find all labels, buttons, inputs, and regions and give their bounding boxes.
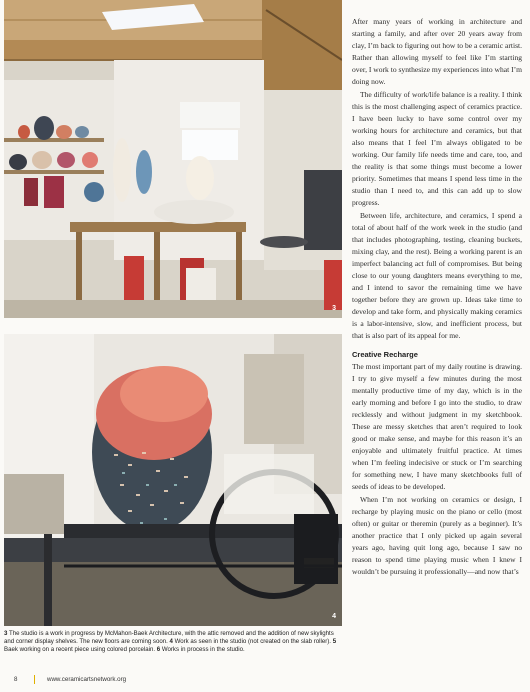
caption-text: The studio is a work in progress by McMahon-Baek Architecture, with the attic removed and the addition of new skylights and corner display shelves. The new floors are coming soon. (4, 630, 334, 646)
caption-number: 6 (156, 646, 161, 654)
page-footer (14, 675, 126, 684)
section-heading: Creative Recharge (352, 349, 418, 359)
caption-number: 5 (332, 638, 337, 646)
footer-url[interactable]: www.ceramicartsnetwork.org (47, 676, 127, 684)
caption-number: 3 (4, 630, 8, 637)
caption-text: Work as seen in the studio (not created on the slab roller). (172, 638, 333, 646)
studio-photo-graphic (4, 0, 342, 318)
footer-divider (34, 675, 35, 684)
article-paragraph: When I’m not working on ceramics or design, I recharge by playing music on the piano or cello (most often) or guitar or theremin (purely as a beginner). It’s another practice that I only picked up again several years ago, having quit long ago, because I saw no reason to spend time playing music when I knew I wouldn’t be pursuing it professionally—and now that’s (352, 494, 522, 577)
page-number: 8 (14, 676, 18, 684)
photo-number: 3 (332, 305, 336, 312)
article-paragraph: Between life, architecture, and ceramics, I spend a total of about half of the work week in the studio (and that includes photographing, testing, cleaning buckets, mixing clay, and the rest). Being a working parent is an imperfect balancing act full of compromises. But being close to our young daughters means everything to me, and I intend to savor the remaining time we have together before they are grown up. Ideas take time to develop and take form, and physically making ceramics is a labor-intensive, slow, and inefficient process, but that is also part of its appeal for me. (352, 210, 522, 341)
work-photo (4, 334, 342, 626)
photo-caption (4, 630, 342, 655)
studio-photo (4, 0, 342, 318)
article-column (352, 16, 522, 578)
article-paragraph: The difficulty of work/life balance is a reality. I think this is the most challenging aspect of ceramics practice. I have been lucky to have some control over my working hours for architecture and ceramics, but that also means that I feel I’m always obligated to be working. Our family life needs time and care, too, and the reality is that some things must become a lower priority. Sometimes that means I spend less time in the studio than I need to, and this can add up to slow progress. (352, 89, 522, 208)
photo-number: 4 (332, 613, 336, 620)
article-paragraph: After many years of working in architecture and starting a family, and after over 20 years away from clay, I’m back to figuring out how to be a ceramic artist. Rather than allowing myself to feel like I’m starting over, I work to synthesize my experiences into what I’m doing now. (352, 17, 522, 87)
work-photo-graphic (4, 334, 342, 626)
caption-text: Works in process in the studio. (160, 646, 245, 654)
article-paragraph: The most important part of my daily routine is drawing. I try to give myself a few minutes during the most mentally productive time of my day, which is in the early morning and before I go into the studio, to draw recklessly and without judgment in my sketchbook. These are messy sketches that aren’t required to look good or make sense, and maybe for this reason it’s an enjoyable and ultimately fruitful practice. At times when I’m feeling indecisive or stuck or I’m searching for something new, I have many sketchbooks full of seeds of ideas to be developed. (352, 361, 522, 492)
caption-text: Baek working on a recent piece using colored porcelain. (4, 646, 157, 654)
caption-number: 4 (169, 638, 173, 646)
